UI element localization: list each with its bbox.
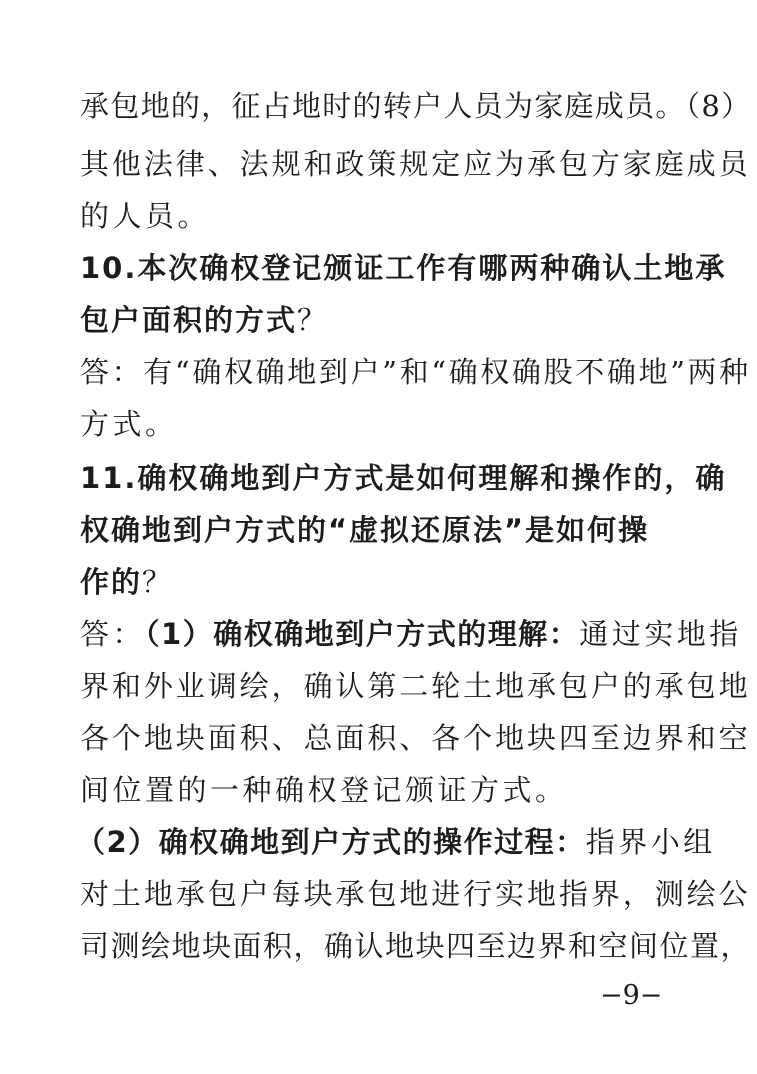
question-text: 10.本次确权登记颁证工作有哪两种确认土地承 (80, 251, 727, 285)
answer-11-line-4 (80, 768, 680, 812)
answer-text: 各个地块面积、总面积、各个地块四至边界和空 (80, 721, 751, 755)
question-mark: ？ (142, 565, 175, 599)
answer-prefix: 答： (80, 617, 146, 651)
answer-text: 答：有“确权确地到户”和“确权确股不确地”两种 (80, 355, 751, 389)
question-text: 包户面积的方式 (80, 303, 298, 337)
subheading-operation: （2）确权确地到户方式的操作过程： (76, 825, 586, 859)
text-line (80, 84, 752, 128)
answer-11-line-5 (76, 820, 716, 864)
question-10-line-2 (80, 298, 680, 342)
question-text: 权确地到户方式的“虚拟还原法”是如何操 (80, 513, 650, 547)
answer-text: 界和外业调绘，确认第二轮土地承包户的承包地 (80, 669, 751, 703)
question-text: 作的 (80, 565, 143, 599)
question-text: 11.确权确地到户方式是如何理解和操作的，确 (80, 461, 727, 495)
answer-text: 司测绘地块面积，确认地块四至边界和空间位置， (80, 929, 752, 963)
question-10-line-1 (80, 246, 727, 290)
subheading-understanding: （1）确权确地到户方式的理解： (145, 617, 580, 651)
answer-text: 对土地承包户每块承包地进行实地指界，测绘公 (80, 877, 751, 911)
question-11-line-3 (80, 560, 680, 604)
question-11-line-2 (80, 508, 680, 552)
answer-text: 方式。 (80, 407, 178, 441)
page-number: −9− (600, 980, 663, 1011)
answer-11-line-2 (80, 664, 751, 708)
question-mark: ？ (297, 303, 330, 337)
text-line (80, 142, 751, 186)
answer-11-line-6 (80, 872, 751, 916)
answer-text: 通过实地指 (579, 617, 742, 651)
answer-11-line-3 (80, 716, 751, 760)
answer-11-line-7 (80, 924, 752, 968)
body-text: 承包地的，征占地时的转户人员为家庭成员。（8） (80, 89, 752, 123)
body-text: 其他法律、法规和政策规定应为承包方家庭成员 (80, 147, 751, 181)
answer-11-line-1 (80, 612, 742, 656)
answer-text: 指界小组 (585, 825, 716, 859)
answer-text: 间位置的一种确权登记颁证方式。 (80, 773, 568, 807)
body-text: 的人员。 (80, 199, 211, 233)
answer-10-line-1 (80, 350, 751, 394)
text-line (80, 194, 680, 238)
answer-10-line-2 (80, 402, 680, 446)
question-11-line-1 (80, 456, 727, 500)
